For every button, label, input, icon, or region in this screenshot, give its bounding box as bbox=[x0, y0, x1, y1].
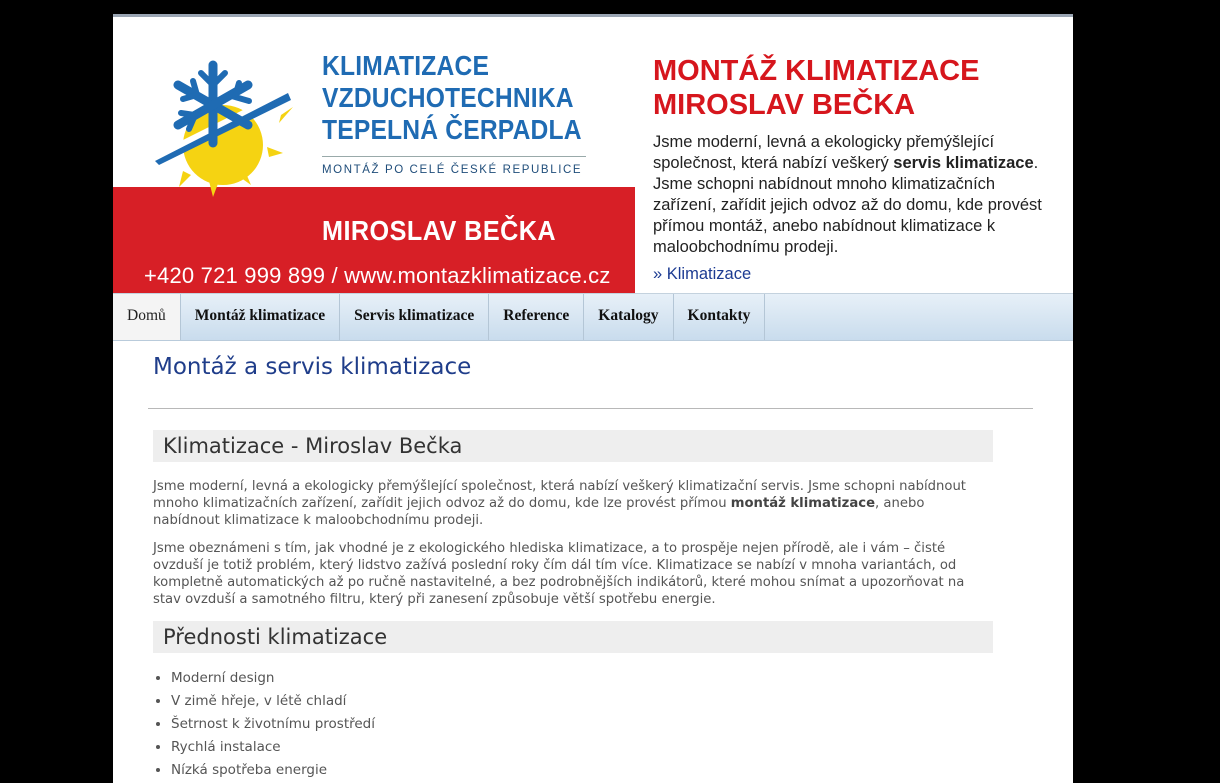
intro-text: Jsme moderní, levná a ekologicky přemýšlející společnost, která nabízí veškerý servis klimatizace. Jsme schopni nabídnout mnoho klimatizačních zařízení, zařídit jejich odvoz až do domu, kde provést přímou montáž, anebo nabídnout klimatizace k maloobchodnímu prodeji. bbox=[653, 133, 1042, 256]
section-about bbox=[153, 430, 993, 608]
nav-item-domu[interactable]: Domů bbox=[113, 294, 181, 340]
snowflake-sun-logo-icon bbox=[123, 25, 308, 215]
main-nav bbox=[113, 293, 1073, 341]
page bbox=[113, 14, 1073, 783]
owner-name: MIROSLAV BEČKA bbox=[322, 215, 557, 246]
main-content bbox=[113, 340, 1073, 783]
list-item: • Moderní design bbox=[171, 667, 993, 690]
list-item: • Nízká spotřeba energie bbox=[171, 759, 993, 782]
list-item: • Rychlá instalace bbox=[171, 736, 993, 759]
advantages-list bbox=[153, 667, 993, 782]
nav-item-katalogy[interactable]: Katalogy bbox=[584, 294, 673, 340]
intro-box bbox=[653, 54, 1053, 284]
contact-info: +420 721 999 899 / www.montazklimatizace.cz bbox=[144, 263, 611, 288]
page-title: Montáž a servis klimatizace bbox=[153, 354, 472, 380]
about-paragraph-1: Jsme moderní, levná a ekologicky přemýšlející společnost, která nabízí veškerý klimatizační servis. Jsme schopni nabídnout mnoho klimatizačních zařízení, zařídit jejich odvoz až do domu, kde lze provést přímou montáž klimatizace, anebo nabídnout klimatizace k maloobchodnímu prodeji. bbox=[153, 479, 966, 528]
nav-item-reference[interactable]: Reference bbox=[489, 294, 584, 340]
nav-item-montaz[interactable]: Montáž klimatizace bbox=[181, 294, 340, 340]
list-item: • V zimě hřeje, v létě chladí bbox=[171, 690, 993, 713]
title-divider bbox=[148, 408, 1033, 409]
section-heading-advantages: Přednosti klimatizace bbox=[153, 621, 993, 653]
section-advantages bbox=[153, 621, 993, 782]
nav-item-kontakty[interactable]: Kontakty bbox=[674, 294, 766, 340]
section-heading-about: Klimatizace - Miroslav Bečka bbox=[153, 430, 993, 462]
klimatizace-link[interactable]: » Klimatizace bbox=[653, 265, 752, 283]
list-item: • Šetrnost k životnímu prostředí bbox=[171, 713, 993, 736]
about-paragraph-2: Jsme obeznámeni s tím, jak vhodné je z ekologického hlediska klimatizace, a to prospěje nejen přírodě, ale i vám – čisté ovzduší je totiž problém, který lidstvo zažívá poslední roky čím dál tím více. Klimatizace se nabízí v mnoha variantách, od kompletně automatických až po ručně nastavitelné, a bez podrobnějších indikátorů, které mohou snímat a upozorňovat na stav ovzduší a samotného filtru, který při zanesení způsobuje větší spotřebu energie. bbox=[153, 541, 965, 607]
nav-item-servis[interactable]: Servis klimatizace bbox=[340, 294, 489, 340]
header-banner[interactable] bbox=[113, 17, 635, 293]
tagline: MONTÁŽ PO CELÉ ČESKÉ REPUBLICE bbox=[322, 164, 583, 176]
intro-title: MONTÁŽ KLIMATIZACE MIROSLAV BEČKA bbox=[653, 55, 980, 121]
brand-divider bbox=[322, 156, 586, 157]
brand-name: KLIMATIZACE VZDUCHOTECHNIKA TEPELNÁ ČERPADLA bbox=[322, 50, 582, 145]
